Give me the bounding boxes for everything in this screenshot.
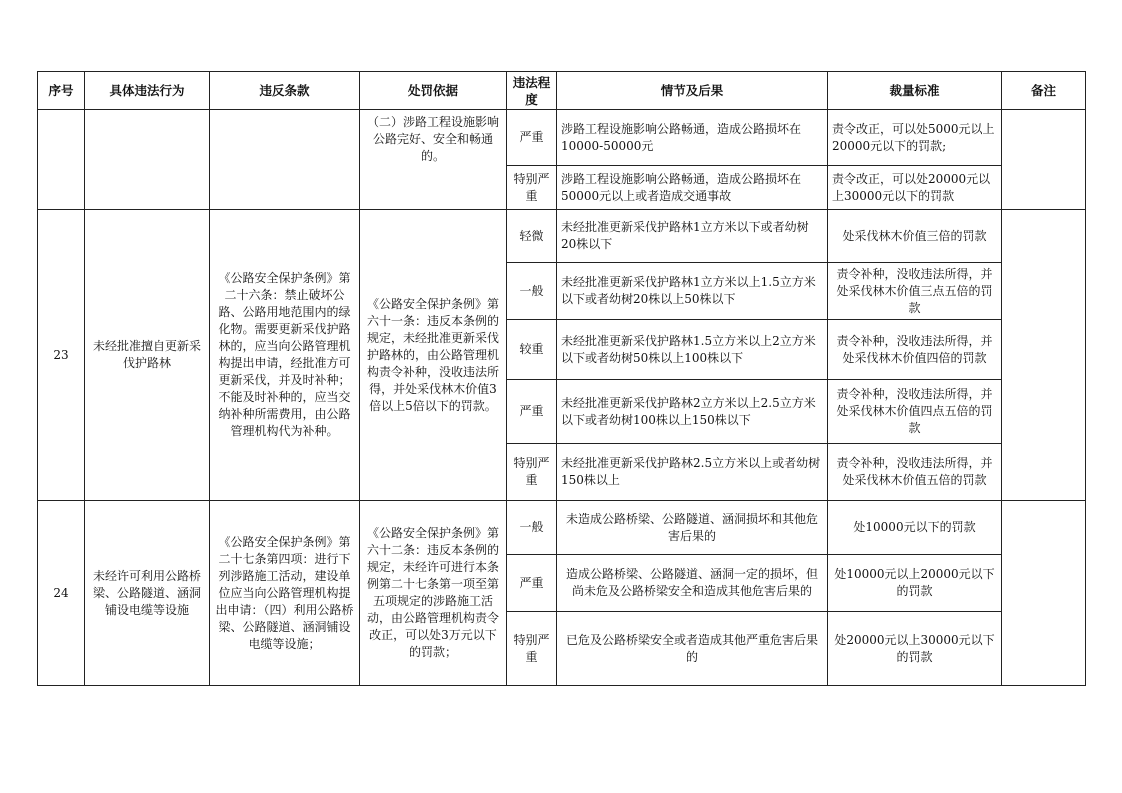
cont-clause (210, 110, 360, 210)
r24-no: 24 (38, 501, 85, 686)
header-act: 具体违法行为 (85, 72, 210, 110)
header-standard: 裁量标准 (828, 72, 1002, 110)
penalty-table (37, 71, 1086, 686)
r24-circ-2: 造成公路桥梁、公路隧道、涵洞一定的损坏，但尚未危及公路桥梁安全和造成其他危害后果的 (557, 555, 828, 612)
r23-degree-1: 轻微 (507, 210, 557, 263)
r23-degree-4: 严重 (507, 380, 557, 444)
r24-degree-3: 特别严重 (507, 612, 557, 686)
r24-std-1: 处10000元以下的罚款 (828, 501, 1002, 555)
r23-basis: 《公路安全保护条例》第六十一条：违反本条例的规定，未经批准更新采伐护路林的，由公路管理机构责令补种，没收违法所得，并处采伐林木价值3倍以上5倍以下的罚款。 (360, 210, 507, 501)
r23-degree-2: 一般 (507, 263, 557, 320)
r24-std-3: 处20000元以上30000元以下的罚款 (828, 612, 1002, 686)
cont-basis: （二）涉路工程设施影响公路完好、安全和畅通的。 (360, 110, 507, 210)
r23-degree-3: 较重 (507, 320, 557, 380)
r24-degree-2: 严重 (507, 555, 557, 612)
header-degree: 违法程度 (507, 72, 557, 110)
r23-act: 未经批准擅自更新采伐护路林 (85, 210, 210, 501)
cont-circ-1: 涉路工程设施影响公路畅通，造成公路损坏在10000-50000元 (557, 110, 828, 166)
r23-notes (1002, 210, 1086, 501)
cont-degree-2: 特别严重 (507, 166, 557, 210)
r24-clause: 《公路安全保护条例》第二十七条第四项：进行下列涉路施工活动，建设单位应当向公路管理机构提出申请：（四）利用公路桥梁、公路隧道、涵洞铺设电缆等设施； (210, 501, 360, 686)
r24-act: 未经许可利用公路桥梁、公路隧道、涵洞铺设电缆等设施 (85, 501, 210, 686)
table-row (38, 210, 1086, 263)
r23-std-3: 责令补种，没收违法所得，并处采伐林木价值四倍的罚款 (828, 320, 1002, 380)
r23-circ-3: 未经批准更新采伐护路林1.5立方米以上2立方米以下或者幼树50株以上100株以下 (557, 320, 828, 380)
cont-act (85, 110, 210, 210)
cont-no (38, 110, 85, 210)
r24-notes (1002, 501, 1086, 686)
r23-std-1: 处采伐林木价值三倍的罚款 (828, 210, 1002, 263)
r24-std-2: 处10000元以上20000元以下的罚款 (828, 555, 1002, 612)
r24-basis: 《公路安全保护条例》第六十二条：违反本条例的规定，未经许可进行本条例第二十七条第一项至第五项规定的涉路施工活动，由公路管理机构责令改正，可以处3万元以下的罚款； (360, 501, 507, 686)
table-row (38, 110, 1086, 166)
header-circumstances: 情节及后果 (557, 72, 828, 110)
r23-clause: 《公路安全保护条例》第二十六条：禁止破坏公路、公路用地范围内的绿化物。需要更新采伐护路林的，应当向公路管理机构提出申请，经批准方可更新采伐，并及时补种；不能及时补种的，应当交纳补种所需费用，由公路管理机构代为补种。 (210, 210, 360, 501)
r23-circ-2: 未经批准更新采伐护路林1立方米以上1.5立方米以下或者幼树20株以上50株以下 (557, 263, 828, 320)
cont-degree-1: 严重 (507, 110, 557, 166)
cont-circ-2: 涉路工程设施影响公路畅通，造成公路损坏在50000元以上或者造成交通事故 (557, 166, 828, 210)
r23-no: 23 (38, 210, 85, 501)
r23-std-2: 责令补种，没收违法所得，并处采伐林木价值三点五倍的罚款 (828, 263, 1002, 320)
r23-circ-4: 未经批准更新采伐护路林2立方米以上2.5立方米以下或者幼树100株以上150株以下 (557, 380, 828, 444)
header-row (38, 72, 1086, 110)
header-no: 序号 (38, 72, 85, 110)
cont-std-2: 责令改正，可以处20000元以上30000元以下的罚款 (828, 166, 1002, 210)
r23-degree-5: 特别严重 (507, 444, 557, 501)
cont-std-1: 责令改正，可以处5000元以上20000元以下的罚款; (828, 110, 1002, 166)
header-notes: 备注 (1002, 72, 1086, 110)
r24-circ-1: 未造成公路桥梁、公路隧道、涵洞损坏和其他危害后果的 (557, 501, 828, 555)
r24-circ-3: 已危及公路桥梁安全或者造成其他严重危害后果的 (557, 612, 828, 686)
r23-circ-1: 未经批准更新采伐护路林1立方米以下或者幼树20株以下 (557, 210, 828, 263)
table-row (38, 501, 1086, 555)
r24-degree-1: 一般 (507, 501, 557, 555)
r23-circ-5: 未经批准更新采伐护路林2.5立方米以上或者幼树150株以上 (557, 444, 828, 501)
header-clause: 违反条款 (210, 72, 360, 110)
r23-std-5: 责令补种，没收违法所得，并处采伐林木价值五倍的罚款 (828, 444, 1002, 501)
header-basis: 处罚依据 (360, 72, 507, 110)
cont-notes (1002, 110, 1086, 210)
r23-std-4: 责令补种，没收违法所得，并处采伐林木价值四点五倍的罚款 (828, 380, 1002, 444)
